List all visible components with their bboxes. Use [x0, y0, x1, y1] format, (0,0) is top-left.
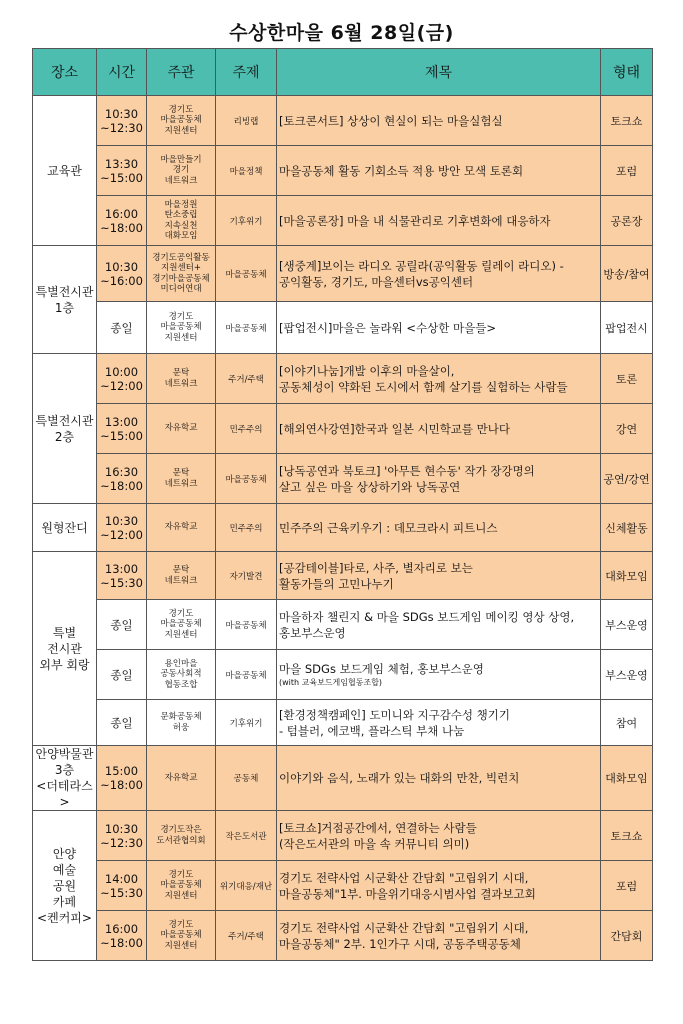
- title-text: 마을 SDGs 보드게임 체험, 홍보부스운영: [279, 662, 484, 676]
- time-cell: 10:30 ~12:30: [97, 811, 147, 861]
- title-subnote: (with 교육보드게임협동조합): [279, 678, 383, 687]
- organizer-cell: 용인마을 공동사회적 협동조합: [147, 650, 216, 700]
- time-cell: 15:00 ~18:00: [97, 746, 147, 811]
- title-cell: [277, 911, 601, 961]
- format-cell: 방송/참여: [601, 246, 653, 302]
- title-cell: [277, 404, 601, 454]
- format-cell: 참여: [601, 700, 653, 746]
- header-topic: 주제: [216, 49, 277, 96]
- title-text: [토크콘서트] 상상이 현실이 되는 마을실험실: [279, 113, 503, 128]
- format-cell: 강연: [601, 404, 653, 454]
- table-row: [33, 504, 653, 552]
- schedule-table: [32, 48, 653, 961]
- title-text: 마을하자 챌린지 & 마을 SDGs 보드게임 메이킹 영상 상영, 홍보부스운영: [279, 609, 575, 640]
- topic-cell: 작은도서관: [216, 811, 277, 861]
- format-cell: 부스운영: [601, 600, 653, 650]
- title-cell: [277, 552, 601, 600]
- title-cell: [277, 246, 601, 302]
- table-row: [33, 746, 653, 811]
- table-row: [33, 454, 653, 504]
- table-row: [33, 96, 653, 146]
- organizer-cell: 경기도 마을공동체 지원센터: [147, 96, 216, 146]
- organizer-cell: 자유학교: [147, 504, 216, 552]
- title-cell: [277, 746, 601, 811]
- time-cell: 종일: [97, 302, 147, 354]
- header-place: 장소: [33, 49, 97, 96]
- title-cell: [277, 650, 601, 700]
- title-text: [생중계]보이는 라디오 공릴라(공익활동 릴레이 라디오) - 공익활동, 경기도, 마을센터vs공익센터: [279, 258, 564, 289]
- time-cell: 16:00 ~18:00: [97, 911, 147, 961]
- place-cell: 안양박물관 3층 <더테라스>: [33, 746, 97, 811]
- place-cell: 원형잔디: [33, 504, 97, 552]
- time-cell: 종일: [97, 700, 147, 746]
- time-cell: 10:00 ~12:00: [97, 354, 147, 404]
- title-cell: [277, 600, 601, 650]
- format-cell: 대화모임: [601, 746, 653, 811]
- title-cell: [277, 96, 601, 146]
- title-cell: [277, 146, 601, 196]
- table-row: [33, 196, 653, 246]
- organizer-cell: 문탁 네트워크: [147, 454, 216, 504]
- table-row: [33, 700, 653, 746]
- header-row: [33, 49, 653, 96]
- format-cell: 포럼: [601, 861, 653, 911]
- topic-cell: 기후위기: [216, 196, 277, 246]
- organizer-cell: 문화공동체 허웅: [147, 700, 216, 746]
- organizer-cell: 문탁 네트워크: [147, 552, 216, 600]
- time-cell: 종일: [97, 600, 147, 650]
- topic-cell: 마을공동체: [216, 600, 277, 650]
- place-cell: 특별전시관 1층: [33, 246, 97, 354]
- table-row: [33, 552, 653, 600]
- table-row: [33, 354, 653, 404]
- format-cell: 토크쇼: [601, 96, 653, 146]
- place-cell: 안양 예술 공원 카페 <켄커피>: [33, 811, 97, 961]
- title-text: 경기도 전략사업 시군확산 간담회 "고립위기 시대, 마을공동체"1부. 마을위기대응시범사업 결과보고회: [279, 870, 536, 901]
- place-cell: 교육관: [33, 96, 97, 246]
- table-row: [33, 404, 653, 454]
- organizer-cell: 경기도 마을공동체 지원센터: [147, 911, 216, 961]
- table-row: [33, 600, 653, 650]
- place-cell: 특별전시관 2층: [33, 354, 97, 504]
- format-cell: 부스운영: [601, 650, 653, 700]
- organizer-cell: 자유학교: [147, 404, 216, 454]
- time-cell: 13:00 ~15:30: [97, 552, 147, 600]
- format-cell: 팝업전시: [601, 302, 653, 354]
- time-cell: 종일: [97, 650, 147, 700]
- organizer-cell: 마을정원 탄소중립 지속실천 대화모임: [147, 196, 216, 246]
- title-text: [해외연사강연]한국과 일본 시민학교를 만나다: [279, 421, 511, 436]
- title-text: 마을공동체 활동 기회소득 적용 방안 모색 토론회: [279, 163, 524, 178]
- title-text: [팝업전시]마을은 놀라워 <수상한 마을들>: [279, 320, 496, 335]
- header-organizer: 주관: [147, 49, 216, 96]
- topic-cell: 마을정책: [216, 146, 277, 196]
- title-text: 민주주의 근육키우기 : 데모크라시 피트니스: [279, 520, 498, 535]
- organizer-cell: 경기도공익활동 지원센터+ 경기마을공동체 미디어연대: [147, 246, 216, 302]
- title-cell: [277, 861, 601, 911]
- title-cell: [277, 196, 601, 246]
- title-text: [마을공론장] 마을 내 식물관리로 기후변화에 대응하자: [279, 213, 551, 228]
- topic-cell: 리빙랩: [216, 96, 277, 146]
- title-text: 경기도 전략사업 시군확산 간담회 "고립위기 시대, 마을공동체" 2부. 1인가구 시대, 공동주택공동체: [279, 920, 529, 951]
- header-time: 시간: [97, 49, 147, 96]
- place-cell: 특별 전시관 외부 회랑: [33, 552, 97, 746]
- time-cell: 14:00 ~15:30: [97, 861, 147, 911]
- topic-cell: 주거/주택: [216, 354, 277, 404]
- organizer-cell: 경기도 마을공동체 지원센터: [147, 302, 216, 354]
- organizer-cell: 경기도 마을공동체 지원센터: [147, 600, 216, 650]
- title-cell: [277, 700, 601, 746]
- organizer-cell: 마을만들기 경기 네트워크: [147, 146, 216, 196]
- topic-cell: 마을공동체: [216, 650, 277, 700]
- topic-cell: 주거/주택: [216, 911, 277, 961]
- organizer-cell: 문탁 네트워크: [147, 354, 216, 404]
- title-text: [환경정책캠페인] 도미니와 지구감수성 챙기기 - 텀블러, 에코백, 플라스틱 부채 나눔: [279, 707, 511, 738]
- time-cell: 10:30 ~16:00: [97, 246, 147, 302]
- format-cell: 간담회: [601, 911, 653, 961]
- header-title: 제목: [277, 49, 601, 96]
- organizer-cell: 자유학교: [147, 746, 216, 811]
- title-text: 이야기와 음식, 노래가 있는 대화의 만찬, 빅런치: [279, 771, 520, 785]
- topic-cell: 마을공동체: [216, 454, 277, 504]
- time-cell: 16:00 ~18:00: [97, 196, 147, 246]
- title-cell: [277, 454, 601, 504]
- topic-cell: 마을공동체: [216, 246, 277, 302]
- format-cell: 공연/강연: [601, 454, 653, 504]
- topic-cell: 위기대응/재난: [216, 861, 277, 911]
- table-row: [33, 302, 653, 354]
- table-row: [33, 861, 653, 911]
- table-row: [33, 146, 653, 196]
- title-cell: [277, 302, 601, 354]
- organizer-cell: 경기도작은 도서관협의회: [147, 811, 216, 861]
- table-row: [33, 811, 653, 861]
- topic-cell: 민주주의: [216, 404, 277, 454]
- table-row: [33, 650, 653, 700]
- title-text: [낭독공연과 북토크] '아무튼 현수동' 작가 장강명의 살고 싶은 마을 상상하기와 낭독공연: [279, 463, 535, 494]
- topic-cell: 마을공동체: [216, 302, 277, 354]
- topic-cell: 자기발견: [216, 552, 277, 600]
- format-cell: 대화모임: [601, 552, 653, 600]
- title-text: [이야기나눔]개발 이후의 마을살이, 공동체성이 약화된 도시에서 함께 살기를 실험하는 사람들: [279, 363, 568, 394]
- format-cell: 토론: [601, 354, 653, 404]
- organizer-cell: 경기도 마을공동체 지원센터: [147, 861, 216, 911]
- format-cell: 토크쇼: [601, 811, 653, 861]
- title-text: [토크쇼]거점공간에서, 연결하는 사람들 (작은도서관의 마을 속 커뮤니티 의미): [279, 820, 477, 851]
- title-cell: [277, 811, 601, 861]
- format-cell: 공론장: [601, 196, 653, 246]
- page-title: 수상한마을 6월 28일(금): [229, 22, 454, 44]
- format-cell: 신체활동: [601, 504, 653, 552]
- time-cell: 10:30 ~12:30: [97, 96, 147, 146]
- time-cell: 16:30 ~18:00: [97, 454, 147, 504]
- time-cell: 13:00 ~15:00: [97, 404, 147, 454]
- title-cell: [277, 504, 601, 552]
- format-cell: 포럼: [601, 146, 653, 196]
- table-row: [33, 246, 653, 302]
- topic-cell: 기후위기: [216, 700, 277, 746]
- header-format: 형태: [601, 49, 653, 96]
- table-row: [33, 911, 653, 961]
- time-cell: 10:30 ~12:00: [97, 504, 147, 552]
- title-text: [공감테이블]타로, 사주, 별자리로 보는 활동가들의 고민나누기: [279, 560, 473, 591]
- topic-cell: 공동체: [216, 746, 277, 811]
- title-cell: [277, 354, 601, 404]
- time-cell: 13:30 ~15:00: [97, 146, 147, 196]
- topic-cell: 민주주의: [216, 504, 277, 552]
